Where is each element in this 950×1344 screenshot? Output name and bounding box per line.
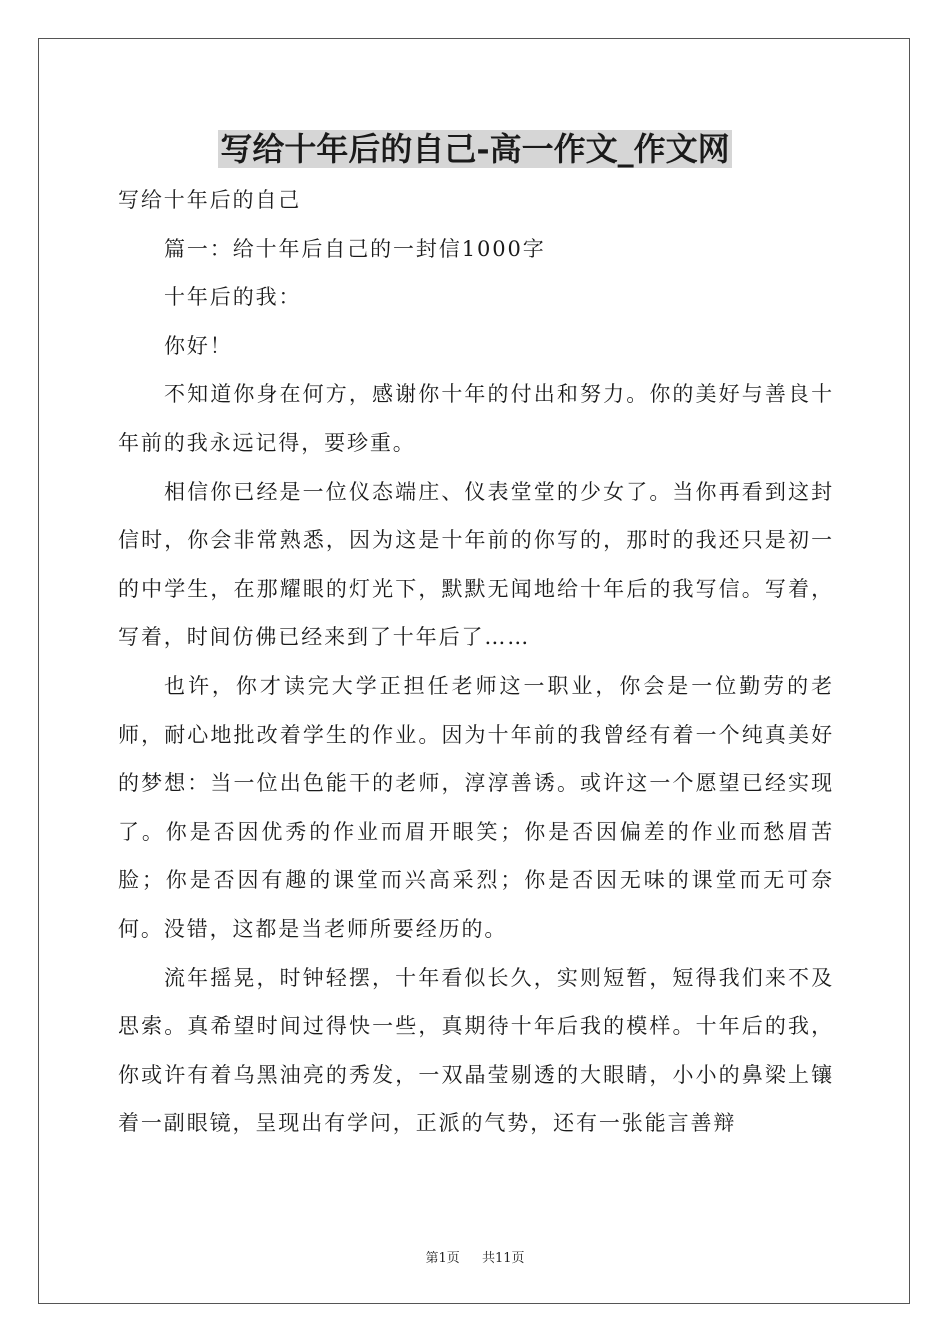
paragraph: 篇一：给十年后自己的一封信1000字 (164, 236, 546, 261)
paragraph: 十年后的我： (164, 285, 302, 310)
paragraph: 流年摇晃，时钟轻摆，十年看似长久，实则短暂，短得我们来不及思索。真希望时间过得快一些，真期待十年后我的模样。十年后的我，你或许有着乌黑油亮的秀发，一双晶莹剔透的大眼睛，小小的鼻梁上镶着一副眼镜，呈现出有学问，正派的气势，还有一张能言善辩 (118, 965, 834, 1136)
paragraph: 你好！ (164, 333, 233, 358)
page-number: 第1页 (425, 1251, 460, 1266)
document-title-text: 写给十年后的自己-高一作文_作文网 (220, 130, 730, 168)
page-total: 共11页 (481, 1251, 525, 1266)
paragraph: 也许，你才读完大学正担任老师这一职业，你会是一位勤劳的老师，耐心地批改着学生的作业。因为十年前的我曾经有着一个纯真美好的梦想：当一位出色能干的老师，淳淳善诱。或许这一个愿望已经实现了。你是否因优秀的作业而眉开眼笑；你是否因偏差的作业而愁眉苦脸；你是否因有趣的课堂而兴高采烈；你是否因无味的课堂而无可奈何。没错，这都是当老师所要经历的。 (118, 673, 834, 941)
paragraph: 相信你已经是一位仪态端庄、仪表堂堂的少女了。当你再看到这封信时，你会非常熟悉，因为这是十年前的你写的，那时的我还只是初一的中学生，在那耀眼的灯光下，默默无闻地给十年后的我写信。写着，写着，时间仿佛已经来到了十年后了…… (118, 479, 834, 650)
document-body (118, 176, 834, 1148)
document-title (0, 127, 950, 171)
paragraph: 写给十年后的自己 (118, 188, 302, 212)
paragraph: 不知道你身在何方，感谢你十年的付出和努力。你的美好与善良十年前的我永远记得，要珍重。 (118, 382, 834, 455)
page-footer (0, 1247, 950, 1266)
